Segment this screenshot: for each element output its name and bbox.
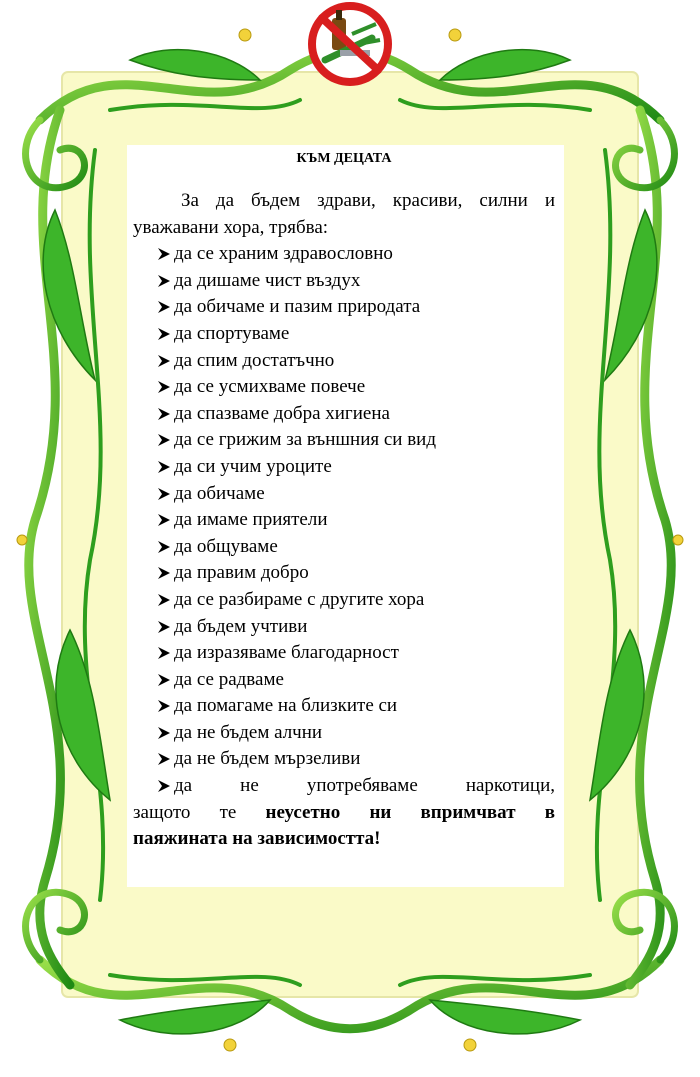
document-body [133,150,555,853]
flower-icon [673,535,683,545]
list-item: да бъдем учтиви [133,614,555,641]
list-item: да дишаме чист въздух [133,268,555,295]
bullet-arrow-icon [157,566,171,580]
list-item: да си учим уроците [133,454,555,481]
list-item: да не бъдем алчни [133,720,555,747]
flower-icon [449,29,461,41]
intro-paragraph: За да бъдем здрави, красиви, силни и уважавани хора, трябва: [133,190,555,238]
bullet-arrow-icon [157,513,171,527]
final-item-continuation: защото те неусетно ни впримчват в [133,801,555,823]
bullet-arrow-icon [157,593,171,607]
bullet-arrow-icon [157,380,171,394]
final-item-emphasis: паяжината на зависимостта! [133,828,381,850]
flower-icon [224,1039,236,1051]
flower-icon [464,1039,476,1051]
fern-bottom-right [430,1000,580,1034]
list-item: да общуваме [133,534,555,561]
bullet-arrow-icon [157,779,171,793]
flower-icon [17,535,27,545]
bullet-arrow-icon [157,327,171,341]
list-item: да се усмихваме повече [133,374,555,401]
list-item: да правим добро [133,560,555,587]
bullet-arrow-icon [157,300,171,314]
list-item: да обичаме [133,481,555,508]
bullet-arrow-icon [157,726,171,740]
list-item: да обичаме и пазим природата [133,294,555,321]
bullet-arrow-icon [157,487,171,501]
list-item: да се храним здравословно [133,241,555,268]
list-item: да се грижим за външния си вид [133,427,555,454]
final-item-line: да не употребяваме наркотици, [133,773,555,800]
advice-list [133,241,555,773]
bullet-arrow-icon [157,433,171,447]
list-item: да не бъдем мързеливи [133,746,555,773]
emphasis-text: неусетно ни впримчват в [265,801,555,823]
list-item: да изразяваме благодарност [133,640,555,667]
page-title: КЪМ ДЕЦАТА [296,151,392,166]
list-item: да се разбираме с другите хора [133,587,555,614]
flower-icon [239,29,251,41]
bullet-arrow-icon [157,540,171,554]
bullet-arrow-icon [157,752,171,766]
bullet-arrow-icon [157,460,171,474]
bullet-arrow-icon [157,646,171,660]
bullet-arrow-icon [157,407,171,421]
list-item: да спим достатъчно [133,348,555,375]
list-item: да спазваме добра хигиена [133,401,555,428]
bullet-arrow-icon [157,354,171,368]
fern-bottom-left [120,1000,270,1034]
list-item: да помагаме на близките си [133,693,555,720]
list-item: да се радваме [133,667,555,694]
bullet-arrow-icon [157,620,171,634]
list-item: да имаме приятели [133,507,555,534]
bullet-arrow-icon [157,699,171,713]
bullet-arrow-icon [157,274,171,288]
bullet-arrow-icon [157,673,171,687]
list-item: да спортуваме [133,321,555,348]
bullet-arrow-icon [157,247,171,261]
no-drugs-icon [312,6,388,82]
